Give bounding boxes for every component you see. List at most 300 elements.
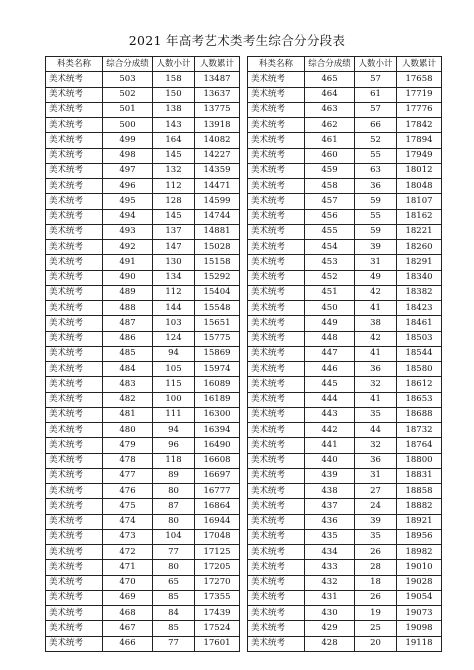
cell-score: 453: [305, 255, 355, 270]
cell-score: 437: [305, 499, 355, 514]
cell-count: 52: [355, 133, 397, 148]
cell-count: 115: [153, 377, 195, 392]
cell-category: 美术统考: [248, 514, 305, 529]
table-row: [248, 224, 442, 239]
cell-category: 美术统考: [248, 163, 305, 178]
cell-count: 25: [355, 621, 397, 636]
cell-category: 美术统考: [248, 392, 305, 407]
cell-score: 501: [103, 102, 153, 117]
cell-score: 472: [103, 545, 153, 560]
cell-cumulative: 19098: [397, 621, 442, 636]
cell-score: 474: [103, 514, 153, 529]
cell-category: 美术统考: [248, 301, 305, 316]
table-row: [46, 468, 240, 483]
table-row: [46, 224, 240, 239]
cell-cumulative: 19010: [397, 560, 442, 575]
cell-cumulative: 18732: [397, 423, 442, 438]
cell-count: 158: [153, 72, 195, 87]
cell-score: 498: [103, 148, 153, 163]
cell-category: 美术统考: [46, 621, 103, 636]
cell-category: 美术统考: [46, 301, 103, 316]
cell-cumulative: 18858: [397, 484, 442, 499]
cell-category: 美术统考: [248, 240, 305, 255]
table-row: [248, 102, 442, 117]
cell-score: 470: [103, 575, 153, 590]
cell-cumulative: 18580: [397, 362, 442, 377]
cell-score: 481: [103, 407, 153, 422]
table-row: [46, 575, 240, 590]
cell-category: 美术统考: [46, 255, 103, 270]
cell-category: 美术统考: [46, 636, 103, 651]
cell-count: 32: [355, 438, 397, 453]
cell-score: 500: [103, 118, 153, 133]
cell-count: 77: [153, 636, 195, 651]
cell-count: 36: [355, 362, 397, 377]
cell-count: 42: [355, 285, 397, 300]
cell-count: 145: [153, 148, 195, 163]
cell-count: 59: [355, 194, 397, 209]
cell-category: 美术统考: [46, 179, 103, 194]
table-row: [248, 606, 442, 621]
table-row: [46, 285, 240, 300]
cell-count: 80: [153, 484, 195, 499]
cell-cumulative: 18882: [397, 499, 442, 514]
cell-count: 20: [355, 636, 397, 651]
cell-cumulative: 17719: [397, 87, 442, 102]
cell-cumulative: 17658: [397, 72, 442, 87]
cell-count: 18: [355, 575, 397, 590]
cell-cumulative: 18012: [397, 163, 442, 178]
cell-category: 美术统考: [248, 575, 305, 590]
cell-count: 61: [355, 87, 397, 102]
score-table-left: [45, 56, 240, 652]
cell-category: 美术统考: [46, 423, 103, 438]
cell-score: 466: [103, 636, 153, 651]
cell-category: 美术统考: [46, 194, 103, 209]
cell-score: 467: [103, 621, 153, 636]
cell-cumulative: 14881: [195, 224, 240, 239]
cell-count: 39: [355, 514, 397, 529]
header-score: 综合分成绩: [103, 57, 153, 72]
cell-score: 440: [305, 453, 355, 468]
cell-count: 80: [153, 514, 195, 529]
cell-count: 111: [153, 407, 195, 422]
cell-category: 美术统考: [248, 118, 305, 133]
table-row: [46, 392, 240, 407]
cell-count: 31: [355, 468, 397, 483]
cell-cumulative: 17439: [195, 606, 240, 621]
cell-cumulative: 18260: [397, 240, 442, 255]
cell-category: 美术统考: [46, 346, 103, 361]
cell-score: 497: [103, 163, 153, 178]
cell-count: 42: [355, 331, 397, 346]
cell-cumulative: 18291: [397, 255, 442, 270]
cell-category: 美术统考: [248, 285, 305, 300]
cell-count: 44: [355, 423, 397, 438]
table-row: [248, 590, 442, 605]
cell-category: 美术统考: [248, 377, 305, 392]
cell-score: 447: [305, 346, 355, 361]
cell-cumulative: 16089: [195, 377, 240, 392]
cell-score: 444: [305, 392, 355, 407]
cell-category: 美术统考: [46, 224, 103, 239]
table-row: [46, 438, 240, 453]
cell-cumulative: 14744: [195, 209, 240, 224]
table-row: [46, 316, 240, 331]
cell-score: 438: [305, 484, 355, 499]
cell-category: 美术统考: [46, 133, 103, 148]
cell-category: 美术统考: [46, 377, 103, 392]
cell-cumulative: 13487: [195, 72, 240, 87]
cell-score: 435: [305, 529, 355, 544]
cell-score: 480: [103, 423, 153, 438]
cell-cumulative: 15548: [195, 301, 240, 316]
cell-cumulative: 17776: [397, 102, 442, 117]
cell-category: 美术统考: [46, 606, 103, 621]
cell-category: 美术统考: [46, 407, 103, 422]
cell-count: 94: [153, 346, 195, 361]
cell-score: 490: [103, 270, 153, 285]
table-row: [46, 255, 240, 270]
table-row: [248, 255, 442, 270]
table-row: [248, 514, 442, 529]
cell-count: 104: [153, 529, 195, 544]
header-row: [248, 57, 442, 72]
cell-category: 美术统考: [248, 621, 305, 636]
cell-count: 84: [153, 606, 195, 621]
table-row: [248, 621, 442, 636]
cell-count: 94: [153, 423, 195, 438]
cell-score: 469: [103, 590, 153, 605]
cell-category: 美术统考: [248, 560, 305, 575]
cell-cumulative: 18107: [397, 194, 442, 209]
cell-score: 454: [305, 240, 355, 255]
cell-category: 美术统考: [248, 87, 305, 102]
cell-category: 美术统考: [248, 270, 305, 285]
cell-category: 美术统考: [46, 148, 103, 163]
cell-count: 65: [153, 575, 195, 590]
cell-category: 美术统考: [46, 590, 103, 605]
table-row: [46, 606, 240, 621]
table-row: [248, 484, 442, 499]
table-row: [248, 545, 442, 560]
cell-category: 美术统考: [46, 514, 103, 529]
cell-cumulative: 14359: [195, 163, 240, 178]
cell-cumulative: 16944: [195, 514, 240, 529]
table-row: [248, 529, 442, 544]
cell-count: 32: [355, 377, 397, 392]
cell-count: 77: [153, 545, 195, 560]
header-row: [46, 57, 240, 72]
cell-count: 105: [153, 362, 195, 377]
cell-category: 美术统考: [46, 87, 103, 102]
cell-cumulative: 18340: [397, 270, 442, 285]
cell-count: 85: [153, 621, 195, 636]
table-row: [46, 362, 240, 377]
table-row: [46, 407, 240, 422]
cell-count: 28: [355, 560, 397, 575]
table-row: [248, 468, 442, 483]
cell-category: 美术统考: [248, 209, 305, 224]
cell-score: 434: [305, 545, 355, 560]
cell-score: 463: [305, 102, 355, 117]
cell-score: 465: [305, 72, 355, 87]
table-row: [248, 407, 442, 422]
cell-score: 459: [305, 163, 355, 178]
table-row: [248, 346, 442, 361]
cell-score: 458: [305, 179, 355, 194]
cell-category: 美术统考: [46, 163, 103, 178]
cell-cumulative: 14471: [195, 179, 240, 194]
cell-category: 美术统考: [248, 255, 305, 270]
cell-score: 452: [305, 270, 355, 285]
cell-cumulative: 18544: [397, 346, 442, 361]
cell-category: 美术统考: [46, 575, 103, 590]
cell-cumulative: 17949: [397, 148, 442, 163]
cell-category: 美术统考: [248, 529, 305, 544]
cell-category: 美术统考: [46, 102, 103, 117]
cell-score: 491: [103, 255, 153, 270]
cell-category: 美术统考: [46, 331, 103, 346]
cell-score: 429: [305, 621, 355, 636]
cell-count: 27: [355, 484, 397, 499]
cell-cumulative: 19073: [397, 606, 442, 621]
table-row: [46, 514, 240, 529]
table-row: [248, 118, 442, 133]
table-row: [248, 194, 442, 209]
cell-cumulative: 13775: [195, 102, 240, 117]
cell-count: 118: [153, 453, 195, 468]
cell-category: 美术统考: [248, 438, 305, 453]
cell-cumulative: 17842: [397, 118, 442, 133]
cell-category: 美术统考: [248, 453, 305, 468]
cell-score: 445: [305, 377, 355, 392]
cell-category: 美术统考: [46, 209, 103, 224]
table-row: [248, 560, 442, 575]
cell-category: 美术统考: [46, 484, 103, 499]
table-row: [248, 392, 442, 407]
cell-category: 美术统考: [46, 270, 103, 285]
cell-count: 134: [153, 270, 195, 285]
table-row: [248, 209, 442, 224]
cell-category: 美术统考: [248, 331, 305, 346]
cell-cumulative: 18688: [397, 407, 442, 422]
cell-cumulative: 18461: [397, 316, 442, 331]
table-row: [46, 560, 240, 575]
cell-score: 484: [103, 362, 153, 377]
cell-cumulative: 18956: [397, 529, 442, 544]
header-count: 人数小计: [153, 57, 195, 72]
table-row: [248, 636, 442, 651]
cell-count: 41: [355, 301, 397, 316]
cell-category: 美术统考: [248, 316, 305, 331]
cell-score: 482: [103, 392, 153, 407]
cell-count: 35: [355, 407, 397, 422]
cell-category: 美术统考: [46, 529, 103, 544]
header-score: 综合分成绩: [305, 57, 355, 72]
cell-category: 美术统考: [46, 453, 103, 468]
cell-count: 38: [355, 316, 397, 331]
table-row: [248, 423, 442, 438]
cell-category: 美术统考: [248, 346, 305, 361]
cell-category: 美术统考: [248, 499, 305, 514]
cell-score: 502: [103, 87, 153, 102]
cell-score: 485: [103, 346, 153, 361]
table-row: [46, 484, 240, 499]
cell-count: 132: [153, 163, 195, 178]
table-row: [248, 362, 442, 377]
cell-count: 145: [153, 209, 195, 224]
cell-category: 美术统考: [248, 133, 305, 148]
cell-category: 美术统考: [248, 102, 305, 117]
cell-score: 441: [305, 438, 355, 453]
cell-score: 499: [103, 133, 153, 148]
cell-count: 36: [355, 453, 397, 468]
table-row: [248, 575, 442, 590]
cell-category: 美术统考: [46, 499, 103, 514]
cell-cumulative: 16394: [195, 423, 240, 438]
cell-count: 55: [355, 209, 397, 224]
cell-cumulative: 18221: [397, 224, 442, 239]
cell-cumulative: 17205: [195, 560, 240, 575]
cell-score: 449: [305, 316, 355, 331]
cell-category: 美术统考: [248, 407, 305, 422]
cell-category: 美术统考: [46, 560, 103, 575]
table-row: [46, 240, 240, 255]
cell-score: 494: [103, 209, 153, 224]
cell-cumulative: 14082: [195, 133, 240, 148]
cell-count: 63: [355, 163, 397, 178]
cell-cumulative: 16300: [195, 407, 240, 422]
table-row: [46, 163, 240, 178]
cell-score: 488: [103, 301, 153, 316]
cell-cumulative: 18612: [397, 377, 442, 392]
cell-cumulative: 18982: [397, 545, 442, 560]
cell-cumulative: 13918: [195, 118, 240, 133]
cell-count: 26: [355, 545, 397, 560]
table-row: [248, 301, 442, 316]
table-row: [46, 499, 240, 514]
cell-count: 128: [153, 194, 195, 209]
cell-category: 美术统考: [46, 285, 103, 300]
table-row: [46, 72, 240, 87]
cell-score: 475: [103, 499, 153, 514]
cell-category: 美术统考: [248, 636, 305, 651]
table-row: [46, 270, 240, 285]
cell-score: 496: [103, 179, 153, 194]
cell-category: 美术统考: [248, 545, 305, 560]
cell-score: 446: [305, 362, 355, 377]
table-row: [248, 377, 442, 392]
cell-category: 美术统考: [248, 362, 305, 377]
header-category: 科类名称: [46, 57, 103, 72]
cell-score: 492: [103, 240, 153, 255]
cell-category: 美术统考: [248, 590, 305, 605]
table-row: [46, 331, 240, 346]
cell-count: 130: [153, 255, 195, 270]
cell-cumulative: 15404: [195, 285, 240, 300]
cell-cumulative: 18800: [397, 453, 442, 468]
cell-count: 137: [153, 224, 195, 239]
table-row: [248, 163, 442, 178]
table-row: [248, 240, 442, 255]
cell-score: 477: [103, 468, 153, 483]
cell-score: 461: [305, 133, 355, 148]
cell-score: 479: [103, 438, 153, 453]
cell-count: 143: [153, 118, 195, 133]
score-table-right: [247, 56, 442, 652]
table-row: [46, 102, 240, 117]
cell-cumulative: 16864: [195, 499, 240, 514]
table-row: [46, 621, 240, 636]
cell-score: 460: [305, 148, 355, 163]
table-row: [46, 423, 240, 438]
cell-cumulative: 14227: [195, 148, 240, 163]
cell-cumulative: 18048: [397, 179, 442, 194]
cell-cumulative: 16697: [195, 468, 240, 483]
table-row: [46, 179, 240, 194]
cell-score: 489: [103, 285, 153, 300]
cell-category: 美术统考: [46, 545, 103, 560]
cell-count: 49: [355, 270, 397, 285]
table-row: [46, 133, 240, 148]
table-row: [248, 179, 442, 194]
header-cumulative: 人数累计: [195, 57, 240, 72]
cell-category: 美术统考: [248, 72, 305, 87]
cell-count: 138: [153, 102, 195, 117]
table-row: [46, 118, 240, 133]
cell-cumulative: 18423: [397, 301, 442, 316]
cell-score: 495: [103, 194, 153, 209]
cell-cumulative: 19054: [397, 590, 442, 605]
cell-score: 450: [305, 301, 355, 316]
cell-count: 85: [153, 590, 195, 605]
cell-count: 112: [153, 179, 195, 194]
cell-cumulative: 18653: [397, 392, 442, 407]
table-row: [46, 545, 240, 560]
cell-count: 150: [153, 87, 195, 102]
table-row: [46, 453, 240, 468]
table-row: [46, 636, 240, 651]
cell-cumulative: 16608: [195, 453, 240, 468]
cell-score: 493: [103, 224, 153, 239]
cell-cumulative: 16777: [195, 484, 240, 499]
cell-category: 美术统考: [248, 606, 305, 621]
cell-score: 431: [305, 590, 355, 605]
cell-cumulative: 13637: [195, 87, 240, 102]
cell-cumulative: 17601: [195, 636, 240, 651]
cell-cumulative: 17894: [397, 133, 442, 148]
cell-score: 476: [103, 484, 153, 499]
table-row: [46, 529, 240, 544]
cell-count: 19: [355, 606, 397, 621]
cell-cumulative: 18162: [397, 209, 442, 224]
cell-category: 美术统考: [46, 72, 103, 87]
table-row: [46, 194, 240, 209]
table-row: [248, 499, 442, 514]
cell-score: 448: [305, 331, 355, 346]
cell-cumulative: 15775: [195, 331, 240, 346]
cell-category: 美术统考: [46, 468, 103, 483]
table-row: [248, 270, 442, 285]
cell-count: 89: [153, 468, 195, 483]
cell-count: 24: [355, 499, 397, 514]
cell-score: 443: [305, 407, 355, 422]
table-row: [248, 331, 442, 346]
table-row: [46, 377, 240, 392]
cell-count: 39: [355, 240, 397, 255]
table-row: [46, 148, 240, 163]
